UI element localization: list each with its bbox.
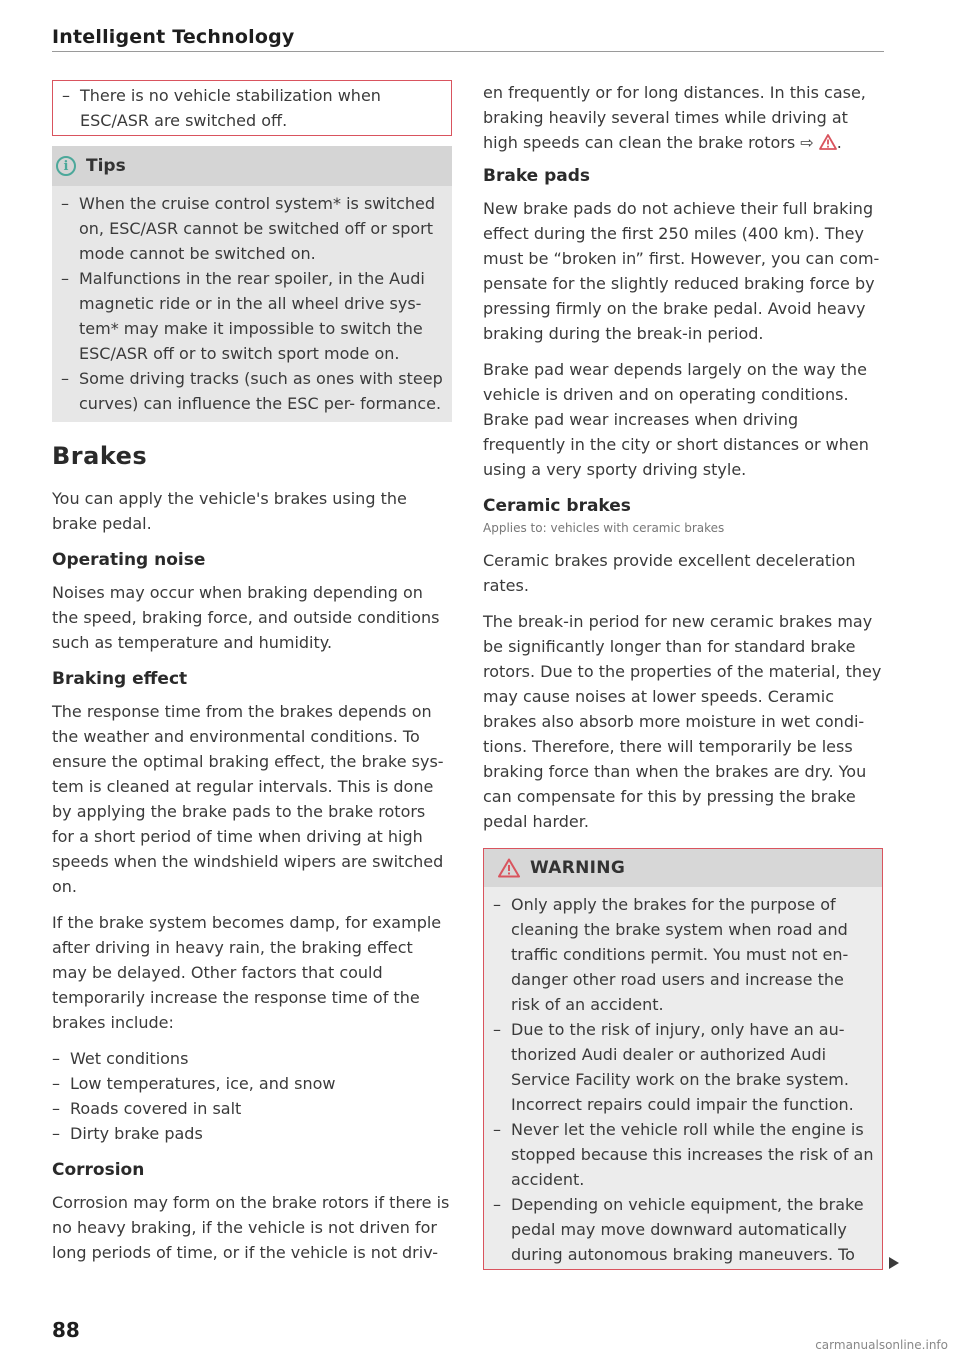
right-column bbox=[483, 80, 883, 1270]
brake-pads-p2: Brake pad wear depends largely on the way the vehicle is driven and on operating conditions. Brake pad wear increases when driving frequently in the city or short distances or when using a very sporty driving style. bbox=[483, 360, 869, 479]
warning-item: – Due to the risk of injury, only have an au- thorized Audi dealer or authorized Audi Service Facility work on the brake system. Incorrect repairs could impair the function. bbox=[484, 1017, 874, 1117]
reference-arrow[interactable]: ⇨ bbox=[800, 133, 814, 152]
warning-item: – Never let the vehicle roll while the engine is stopped because this increases the risk of an accident. bbox=[484, 1117, 874, 1192]
tips-title: Tips bbox=[86, 156, 126, 176]
braking-effect-p2: If the brake system becomes damp, for example after driving in heavy rain, the braking effect may be delayed. Other factors that could temporarily increase the response time of the brakes include: bbox=[52, 913, 442, 1032]
warning-title: WARNING bbox=[530, 858, 626, 878]
list-item: – Wet conditions bbox=[52, 1046, 452, 1071]
watermark: carmanualsonline.info bbox=[815, 1338, 948, 1352]
heading-corrosion: Corrosion bbox=[52, 1160, 145, 1180]
applies-to-note: Applies to: vehicles with ceramic brakes bbox=[483, 521, 725, 535]
warning-item: – Depending on vehicle equipment, the brake pedal may move downward automatically during autonomous braking maneuvers. To bbox=[484, 1192, 874, 1267]
info-icon: i bbox=[56, 156, 76, 176]
page-number: 88 bbox=[52, 1318, 80, 1342]
continued-text bbox=[483, 80, 883, 155]
response-factors-list bbox=[52, 1046, 452, 1146]
corrosion-text: Corrosion may form on the brake rotors if there is no heavy braking, if the vehicle is not driven for long periods of time, or if the vehicle is not driv- bbox=[52, 1193, 450, 1262]
tips-header bbox=[52, 146, 452, 186]
heading-operating-noise: Operating noise bbox=[52, 550, 206, 570]
brakes-intro: You can apply the vehicle's brakes using the brake pedal. bbox=[52, 489, 407, 533]
continued-arrow-icon bbox=[889, 1257, 899, 1269]
heading-ceramic-brakes: Ceramic brakes bbox=[483, 496, 631, 516]
ceramic-brakes-p2: The break-in period for new ceramic brakes may be significantly longer than for standard brake rotors. Due to the properties of the material, they may cause noises at lower speeds. Ceramic brakes also absorb more moisture in wet condi- tions. Therefore, there will temporarily be less braking force than when the brakes are dry. You can compensate for this by pressing the brake pedal harder. bbox=[483, 612, 882, 831]
brake-pads-p1: New brake pads do not achieve their full braking effect during the first 250 miles (400 km). They must be “broken in” first. However, you can com- pensate for the slightly reduced braking force by pressing firmly on the brake pedal. Avoid heavy braking during the break-in period. bbox=[483, 199, 880, 343]
warning-header bbox=[484, 849, 882, 887]
running-header: Intelligent Technology bbox=[52, 26, 295, 48]
tips-box bbox=[52, 146, 452, 422]
continued-text-body: en frequently or for long distances. In this case, braking heavily several times while driving at high speeds can clean the brake rotors bbox=[483, 83, 866, 152]
note-item: – There is no vehicle stabilization when ESC/ASR are switched off. bbox=[53, 83, 451, 133]
section-heading-brakes: Brakes bbox=[52, 442, 148, 470]
ceramic-brakes-p1: Ceramic brakes provide excellent deceleration rates. bbox=[483, 551, 856, 595]
warning-reference-icon[interactable] bbox=[819, 134, 837, 150]
tips-item: – When the cruise control system* is switched on, ESC/ASR cannot be switched off or sport mode cannot be switched on. bbox=[52, 191, 446, 266]
operating-noise-text: Noises may occur when braking depending on the speed, braking force, and outside conditions such as temperature and humidity. bbox=[52, 583, 440, 652]
list-item: – Dirty brake pads bbox=[52, 1121, 452, 1146]
braking-effect-p1: The response time from the brakes depends on the weather and environmental conditions. To ensure the optimal braking effect, the brake sys- tem is cleaned at regular intervals. This is done by applying the brake pads to the brake rotors for a short period of time when driving at high speeds when the windshield wipers are switched on. bbox=[52, 702, 444, 896]
warning-triangle-icon bbox=[498, 858, 520, 878]
header-rule bbox=[52, 51, 884, 52]
warning-box bbox=[483, 848, 883, 1270]
list-item: – Low temperatures, ice, and snow bbox=[52, 1071, 452, 1096]
heading-brake-pads: Brake pads bbox=[483, 166, 591, 186]
list-item: – Roads covered in salt bbox=[52, 1096, 452, 1121]
heading-braking-effect: Braking effect bbox=[52, 669, 188, 689]
note-box bbox=[52, 80, 452, 136]
warning-item: – Only apply the brakes for the purpose of cleaning the brake system when road and traffic conditions permit. You must not en- danger other road users and increase the risk of an accident. bbox=[484, 892, 874, 1017]
tips-item: – Some driving tracks (such as ones with steep curves) can influence the ESC per- formance. bbox=[52, 366, 446, 416]
sentence-period: . bbox=[836, 133, 842, 152]
tips-item: – Malfunctions in the rear spoiler, in the Audi magnetic ride or in the all wheel drive sys- tem* may make it impossible to switch the ESC/ASR off or to switch sport mode on. bbox=[52, 266, 446, 366]
left-column bbox=[52, 80, 452, 1276]
